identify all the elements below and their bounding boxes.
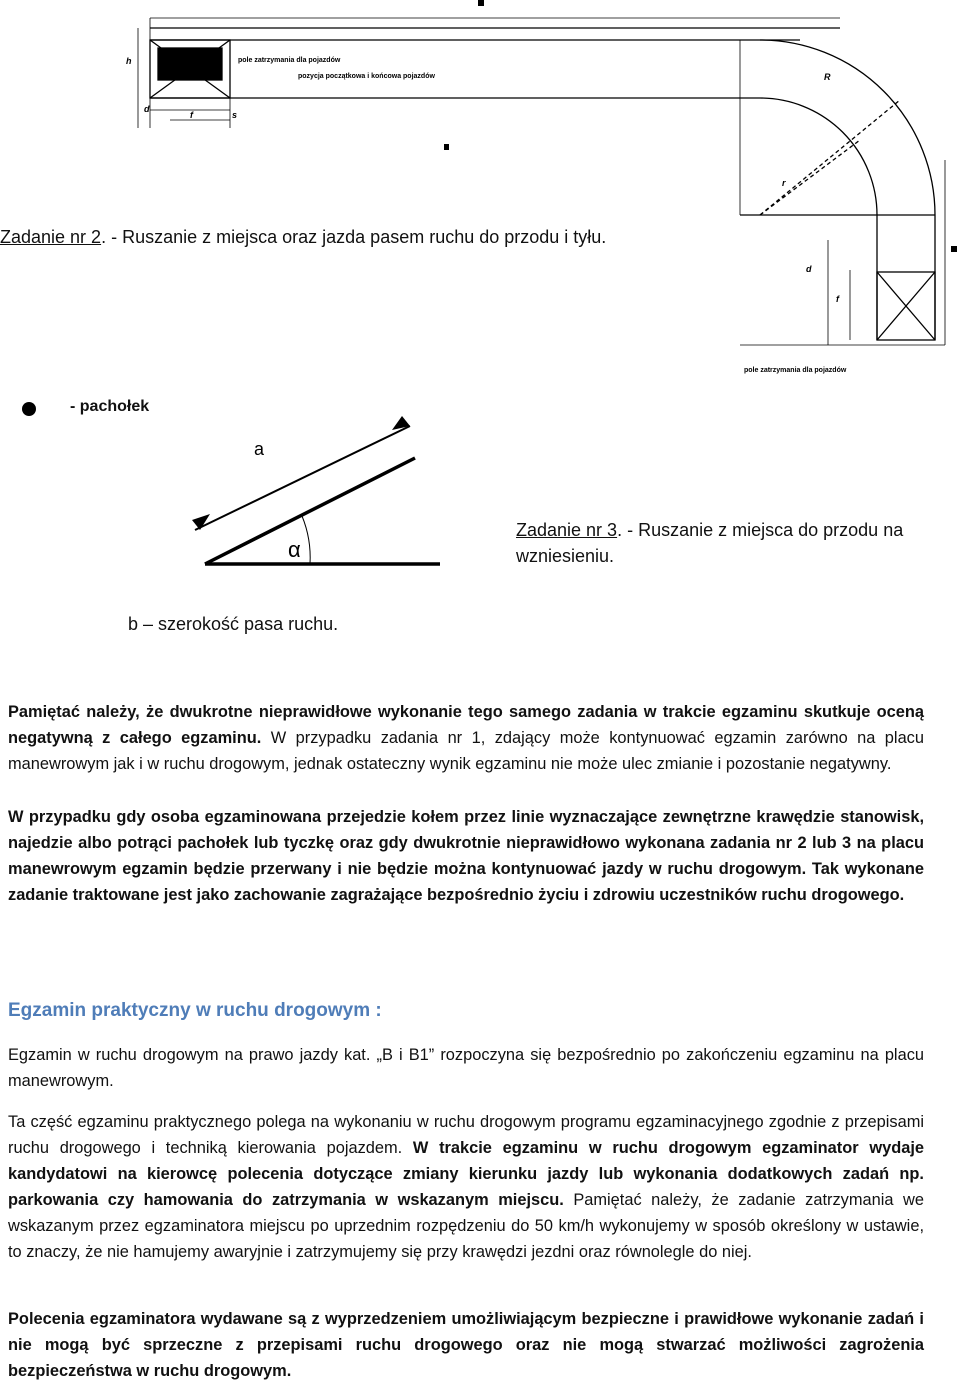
note-stop-field-top: pole zatrzymania dla pojazdów: [238, 57, 341, 64]
side-label-a: a: [254, 439, 265, 459]
paragraph-2: W przypadku gdy osoba egzaminowana przejedzie kołem przez linie wyznaczające zewnętrzne krawędzie stanowisk, najedzie albo potrąci pachołek lub tyczkę oraz gdy dwukrotnie nieprawidłowo wykonana zadania nr 2 lub 3 na placu manewrowym egzamin będzie przerwany i nie będzie można kontynuować jazdy w ruchu drogowym. Tak wykonane zadanie traktowane jest jako zachowanie zagrażające bezpośrednio życiu i zdrowiu uczestników ruchu drogowego.: [8, 808, 924, 904]
task3-link[interactable]: Zadanie nr 3: [516, 520, 618, 540]
dim-label-d: d: [144, 104, 150, 114]
paragraph-3: Egzamin w ruchu drogowym na prawo jazdy kat. „B i B1” rozpoczyna się bezpośrednio po zakończeniu egzaminu na placu manewrowym.: [8, 1046, 924, 1090]
dim-label-h: h: [126, 56, 132, 66]
paragraph-4: Ta część egzaminu praktycznego polega na wykonaniu w ruchu drogowym programu egzaminacyjnego zgodnie z przepisami ruchu drogowego i techniką kierowania pojazdem. W trakcie egzaminu w ruchu drogowym egzaminator wydaje kandydatowi na kierowcę polecenia dotyczące zmiany kierunku jazdy lub wykonania dodatkowych zadań np. parkowania czy hamowania do zatrzymania w wskazanym miejscu. Pamiętać należy, że zadanie zatrzymania we wskazanym przez egzaminatora miejscu po uprzednim rozpędzeniu do 50 km/h wykonujemy w sposób określony w ustawie, to znaczy, że nie hamujemy awaryjnie i zatrzymujemy się przy krawędzi jezdni oraz równolegle do niej.: [8, 1113, 924, 1261]
paragraph-1: Pamiętać należy, że dwukrotne nieprawidłowe wykonanie tego samego zadania w trakcie egzaminu skutkuje oceną negatywną z całego egzaminu. W przypadku zadania nr 1, zdający może kontynuować egzamin zarówno na placu manewrowym jak i w ruchu drogowym, jednak ostateczny wynik egzaminu nie może ulec zmianie i pozostanie negatywny.: [8, 703, 924, 773]
dim-label-f2: f: [836, 294, 839, 304]
legend-cone-label: - pachołek: [70, 398, 150, 415]
dim-label-f: f: [190, 110, 193, 120]
note-stop-field-bottom: pole zatrzymania dla pojazdów: [744, 367, 847, 374]
b-caption: b – szerokość pasa ruchu.: [128, 614, 339, 634]
dim-label-s: s: [232, 110, 238, 120]
incline-diagram: [0, 0, 960, 600]
task2-link[interactable]: Zadanie nr 2: [0, 227, 102, 247]
dim-label-r: r: [782, 178, 786, 188]
dim-label-R: R: [824, 72, 831, 82]
task2-caption: Zadanie nr 2. - Ruszanie z miejsca oraz jazda pasem ruchu do przodu i tyłu.: [0, 227, 607, 247]
dim-label-d2: d: [806, 264, 812, 274]
note-start-end-position: pozycja początkowa i końcowa pojazdów: [298, 73, 435, 80]
angle-label-alpha: α: [288, 537, 301, 562]
paragraph-5: Polecenia egzaminatora wydawane są z wyprzedzeniem umożliwiającym bezpieczne i prawidłowe wykonanie zadań i nie mogą być sprzeczne z przepisami ruchu drogowego oraz nie mogą stwarzać możliwości zagrożenia bezpieczeństwa w ruchu drogowym.: [8, 1310, 924, 1380]
section-heading: Egzamin praktyczny w ruchu drogowym :: [8, 1000, 382, 1021]
task3-caption: Zadanie nr 3. - Ruszanie z miejsca do przodu na wzniesieniu.: [516, 520, 904, 566]
